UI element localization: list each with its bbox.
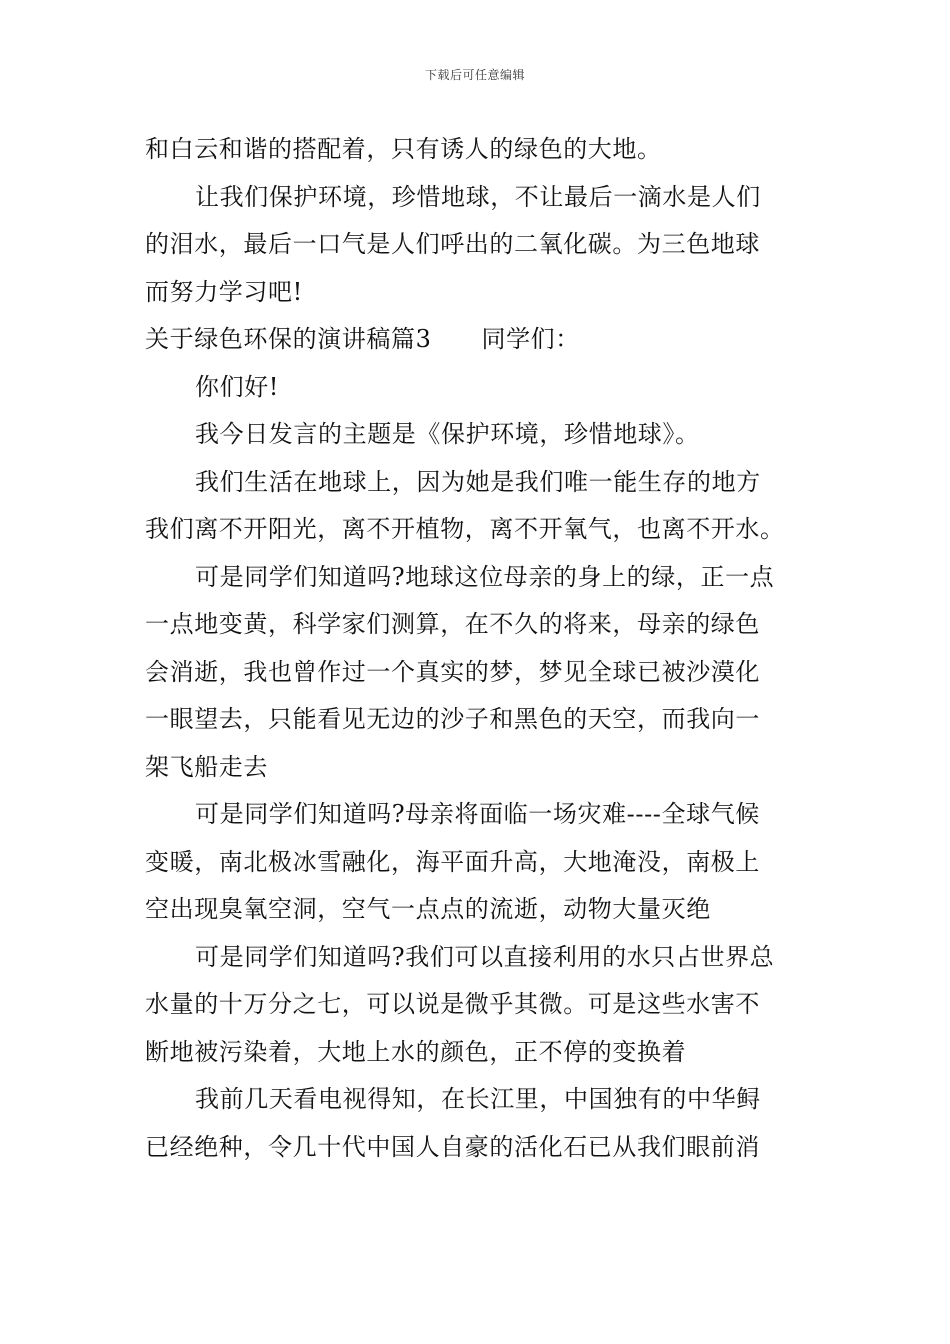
paragraph-line: 空出现臭氧空洞，空气一点点的流逝，动物大量灭绝 — [145, 895, 711, 923]
paragraph-line: 让我们保护环境，珍惜地球，不让最后一滴水是人们 — [195, 182, 761, 211]
paragraph-line: 我今日发言的主题是《保护环境，珍惜地球》。 — [195, 420, 700, 448]
document-body — [145, 126, 810, 1171]
paragraph-line: 我前几天看电视得知，在长江里，中国独有的中华鲟 — [195, 1085, 761, 1113]
paragraph-line: 变暖，南北极冰雪融化，海平面升高，大地淹没，南极上 — [145, 847, 760, 876]
greeting: 同学们： — [481, 325, 580, 353]
paragraph-line: 架飞船走去 — [145, 752, 268, 781]
section-heading-line — [145, 316, 810, 364]
paragraph-line: 已经绝种，令几十代中国人自豪的活化石已从我们眼前消 — [145, 1132, 760, 1161]
paragraph-line: 的泪水，最后一口气是人们呼出的二氧化碳。为三色地球 — [145, 230, 760, 258]
paragraph-line: 我们离不开阳光，离不开植物，离不开氧气，也离不开水。 — [145, 515, 785, 543]
paragraph-line: 会消逝，我也曾作过一个真实的梦，梦见全球已被沙漠化 — [145, 657, 760, 686]
paragraph-line: 可是同学们知道吗?母亲将面临一场灾难----全球气候 — [195, 800, 760, 828]
section-title: 关于绿色环保的演讲稿篇3 — [145, 325, 432, 353]
paragraph-line: 我们生活在地球上，因为她是我们唯一能生存的地方 — [195, 467, 761, 496]
paragraph-line: 断地被污染着，大地上水的颜色，正不停的变换着 — [145, 1037, 687, 1066]
header-note: 下载后可任意编辑 — [424, 68, 525, 82]
paragraph-line: 可是同学们知道吗?地球这位母亲的身上的绿，正一点 — [195, 562, 775, 591]
paragraph-line: 水量的十万分之七，可以说是微乎其微。可是这些水害不 — [145, 990, 760, 1018]
paragraph-line: 可是同学们知道吗?我们可以直接利用的水只占世界总 — [195, 942, 775, 971]
paragraph-line: 一眼望去，只能看见无边的沙子和黑色的天空，而我向一 — [145, 705, 760, 733]
paragraph-line: 和白云和谐的搭配着，只有诱人的绿色的大地。 — [145, 135, 662, 163]
paragraph-line: 而努力学习吧! — [145, 277, 303, 306]
paragraph-line: 一点地变黄，科学家们测算，在不久的将来，母亲的绿色 — [145, 610, 760, 638]
paragraph-line: 你们好! — [195, 372, 280, 401]
